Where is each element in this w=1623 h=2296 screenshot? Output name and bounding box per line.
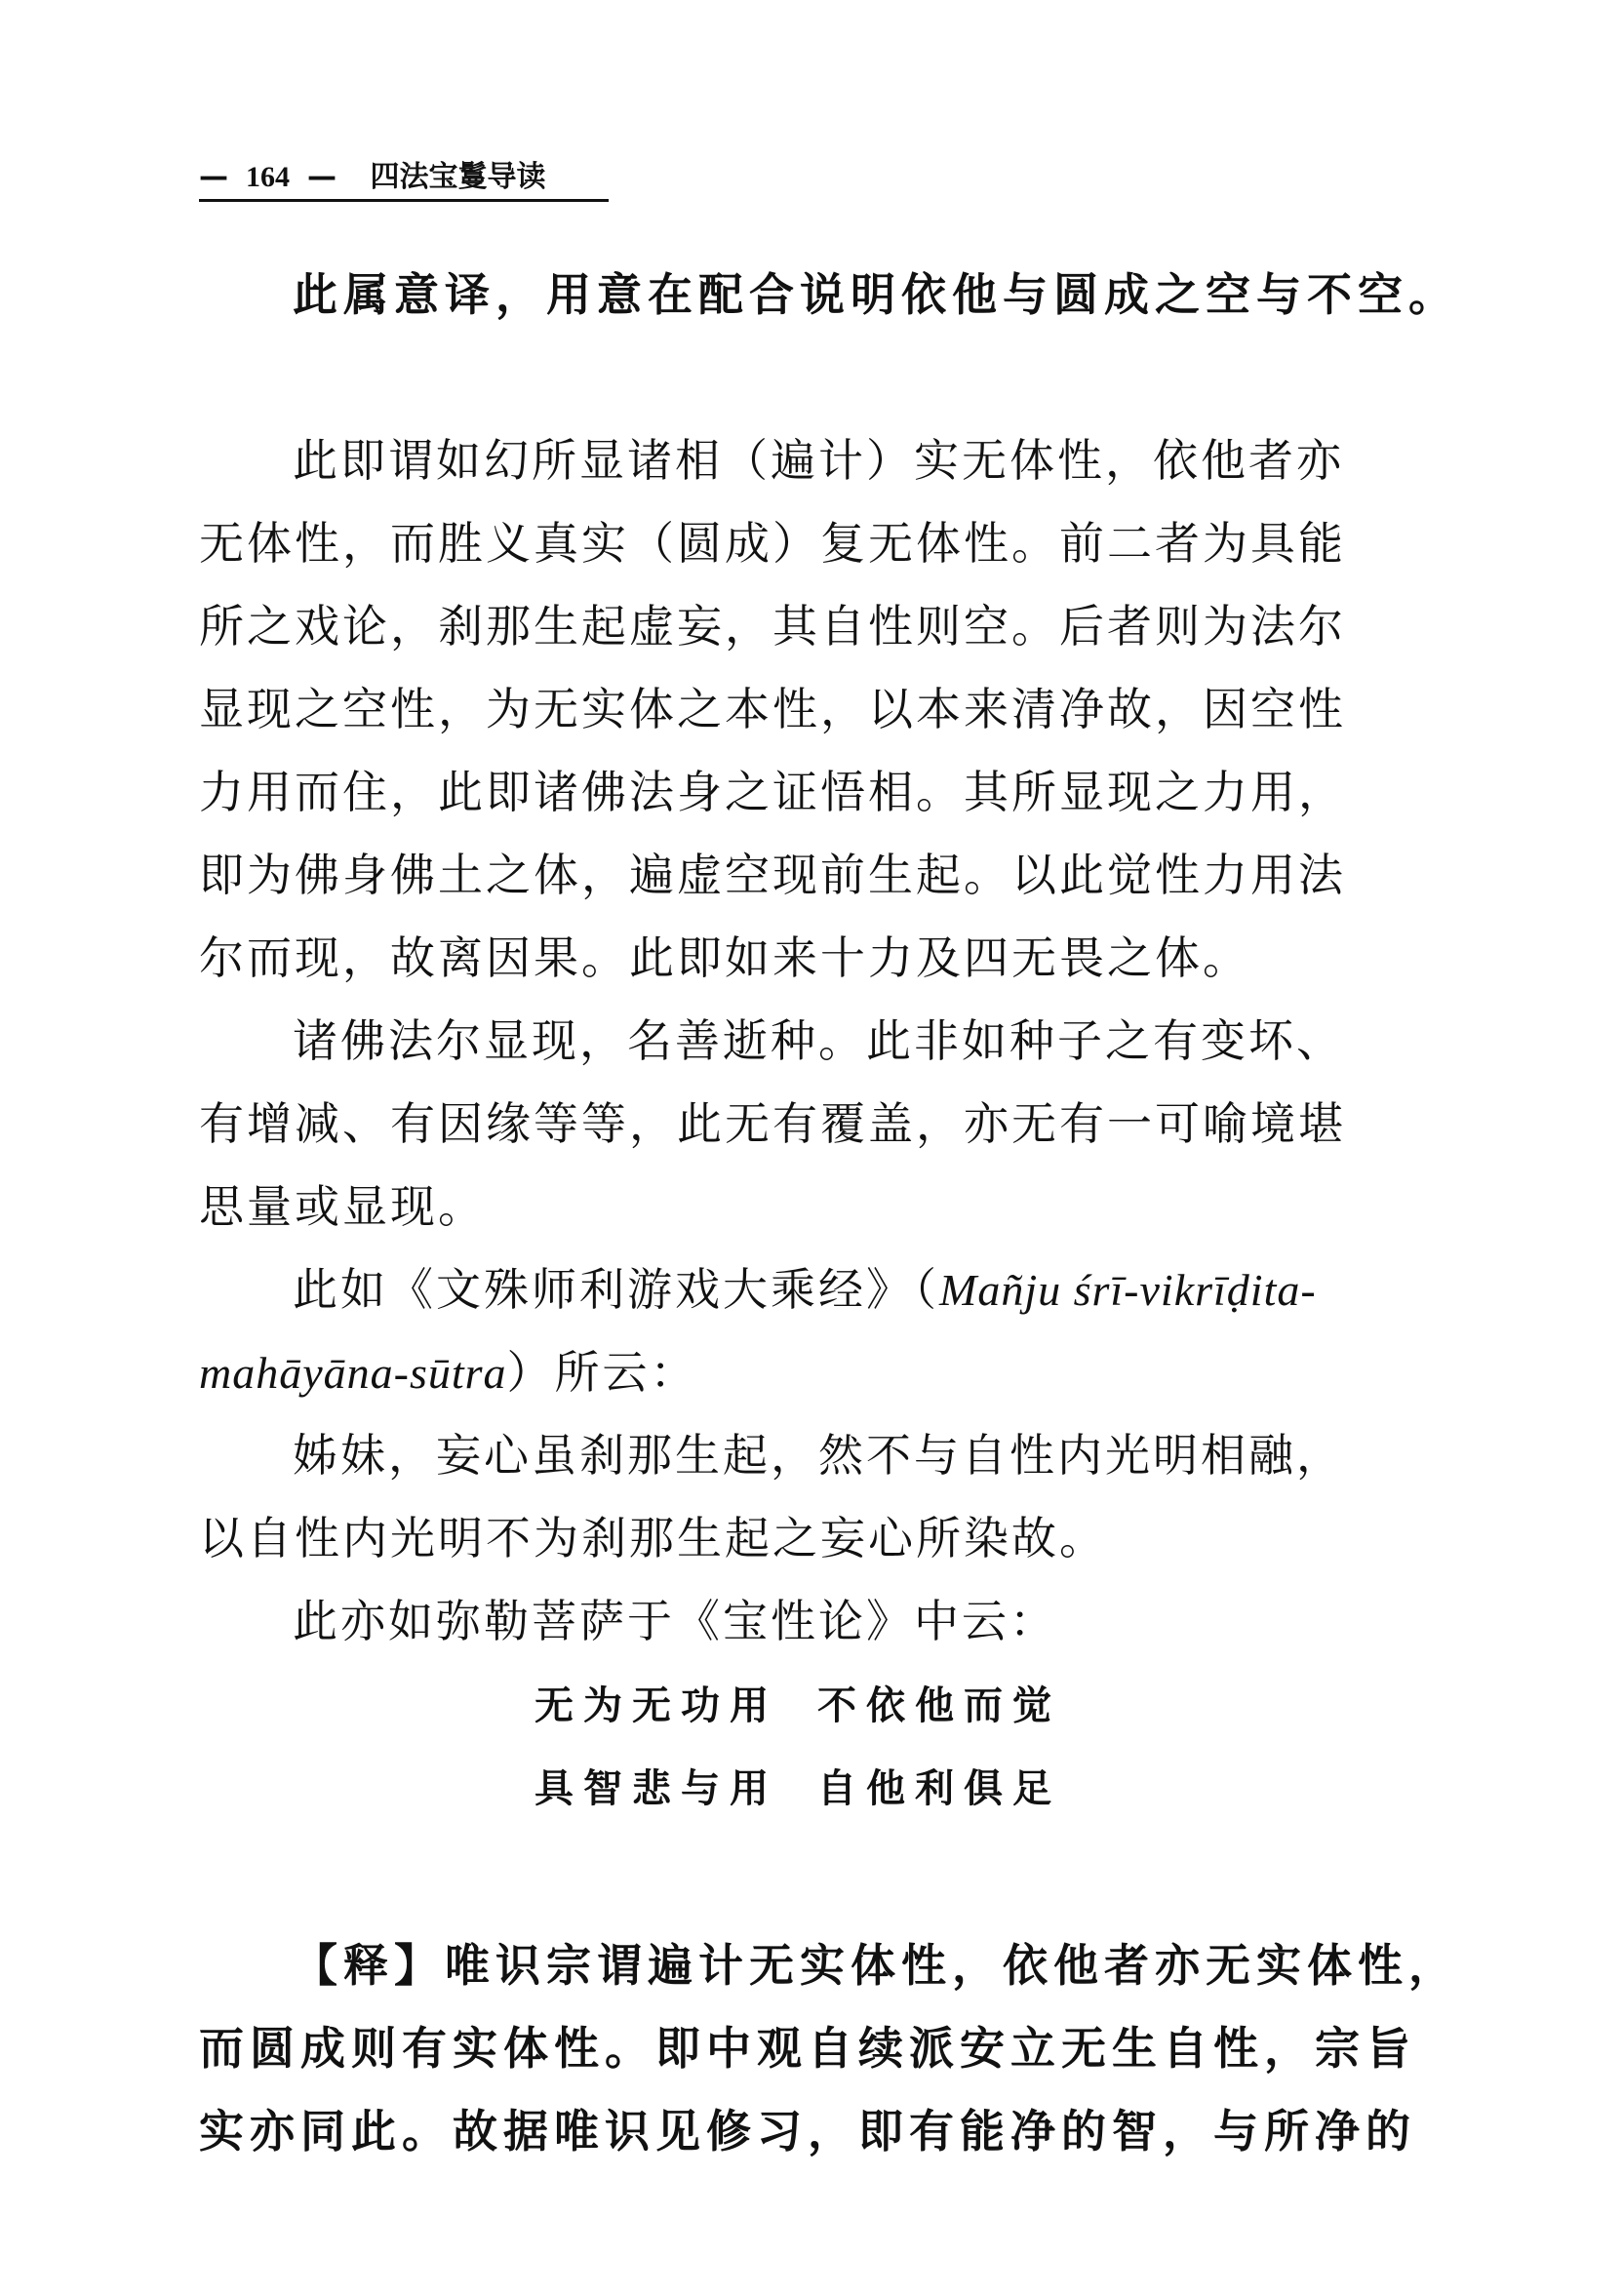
paragraph1-line: 力用而住，此即诸佛法身之证悟相。其所显现之力用，: [199, 766, 1346, 818]
paragraph1-line: 所之戏论，刹那生起虚妄，其自性则空。后者则为法尔: [199, 600, 1346, 653]
commentary-text: 唯识宗谓遍计无实体性，依他者亦无实体性，: [445, 1939, 1459, 1992]
paragraph2-line: 诸佛法尔显现，名善逝种。此非如种子之有变坏、: [293, 1014, 1344, 1067]
paragraph3-line2: [199, 1343, 1428, 1403]
commentary-line: 实亦同此。故据唯识见修习，即有能净的智，与所净的: [199, 2105, 1416, 2157]
header-dash-left: —: [199, 160, 228, 194]
paragraph1-line: 此即谓如幻所显诸相（遍计）实无体性，依他者亦: [293, 434, 1344, 487]
page-number: 164: [246, 161, 290, 193]
running-header: [199, 156, 609, 202]
paragraph3-text: 此如《文殊师利游戏大乘经》（: [293, 1263, 939, 1316]
paragraph1-line: 显现之空性，为无实体之本性，以本来清净故，因空性: [199, 683, 1346, 735]
sanskrit-title-part1: Mañju śrī-vikrīḍita-: [939, 1265, 1317, 1315]
paragraph1-line: 无体性，而胜义真实（圆成）复无体性。前二者为具能: [199, 517, 1346, 570]
verse-left: 具智悲与用: [534, 1765, 778, 1811]
paragraph4-line: 以自性内光明不为刹那生起之妄心所染故。: [199, 1512, 1107, 1564]
paragraph2-line: 有增减、有因缘等等，此无有覆盖，亦无有一可喻境堪: [199, 1097, 1346, 1150]
paragraph1-line: 尔而现，故离因果。此即如来十力及四无畏之体。: [199, 931, 1250, 984]
paragraph1-line: 即为佛身佛土之体，遍虚空现前生起。以此觉性力用法: [199, 849, 1346, 901]
paragraph5-line: 此亦如弥勒菩萨于《宝性论》中云：: [293, 1595, 1057, 1647]
verse-right: 自他利俱足: [817, 1765, 1061, 1811]
verse-right: 不依他而觉: [817, 1682, 1061, 1728]
paragraph3-text: ）所云：: [506, 1346, 698, 1399]
paragraph3-line1: [293, 1260, 1522, 1320]
book-title: 四法宝鬘导读: [370, 160, 546, 194]
intro-note: 此属意译，用意在配合说明依他与圆成之空与不空。: [293, 268, 1459, 321]
commentary-label: 【释】: [293, 1939, 445, 1992]
paragraph2-line: 思量或显现。: [199, 1180, 486, 1233]
verse-line: [534, 1680, 1061, 1732]
verse-left: 无为无功用: [534, 1682, 778, 1728]
commentary-line: [293, 1936, 1522, 1995]
paragraph4-line: 姊妹，妄心虽刹那生起，然不与自性内光明相融，: [293, 1429, 1344, 1482]
sanskrit-title-part2: mahāyāna-sūtra: [199, 1348, 507, 1398]
header-dash-right: —: [307, 160, 336, 194]
verse-line: [534, 1762, 1061, 1815]
commentary-line: 而圆成则有实体性。即中观自续派安立无生自性，宗旨: [199, 2022, 1416, 2075]
